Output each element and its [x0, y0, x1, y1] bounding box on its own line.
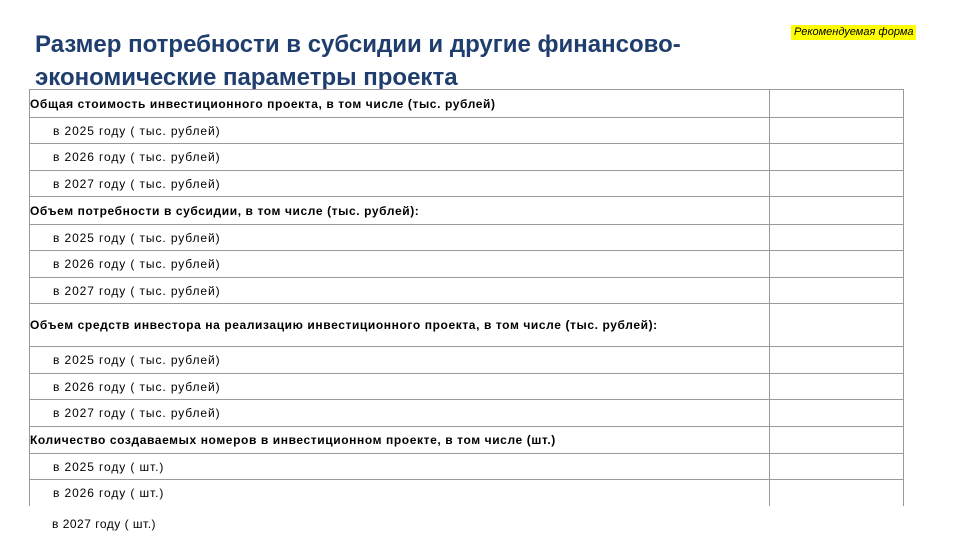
value-cell[interactable]	[770, 171, 904, 197]
table-row-total-cost	[30, 90, 904, 118]
value-cell[interactable]	[770, 278, 904, 304]
table-row	[30, 347, 904, 374]
page-title: Размер потребности в субсидии и другие финансово-экономические параметры проекта	[35, 31, 681, 91]
table-row	[30, 225, 904, 251]
value-cell[interactable]	[770, 144, 904, 171]
row-label: в 2026 году ( шт.)	[30, 480, 770, 506]
row-label: в 2026 году ( тыс. рублей)	[30, 144, 770, 171]
row-label: Количество создаваемых номеров в инвестиционном проекте, в том числе (шт.)	[30, 427, 770, 454]
row-label: в 2025 году ( тыс. рублей)	[30, 347, 770, 374]
table-row-subsidy-need	[30, 197, 904, 225]
row-label: в 2027 году ( тыс. рублей)	[30, 400, 770, 427]
row-label: Объем потребности в субсидии, в том числе (тыс. рублей):	[30, 197, 770, 225]
table-row	[30, 278, 904, 304]
value-cell[interactable]	[770, 304, 904, 347]
row-label: в 2025 году ( тыс. рублей)	[30, 118, 770, 144]
table-row	[30, 400, 904, 427]
table-row	[30, 251, 904, 278]
table-row	[30, 480, 904, 506]
row-label: Общая стоимость инвестиционного проекта, в том числе (тыс. рублей)	[30, 90, 770, 118]
table-row	[30, 454, 904, 480]
value-cell[interactable]	[770, 251, 904, 278]
row-label: в 2025 году ( шт.)	[30, 454, 770, 480]
table-row-rooms-count	[30, 427, 904, 454]
value-cell[interactable]	[770, 197, 904, 225]
row-label: в 2026 году ( тыс. рублей)	[30, 374, 770, 400]
value-cell[interactable]	[770, 400, 904, 427]
table-row-overflow-label: в 2027 году ( шт.)	[52, 517, 157, 531]
value-cell[interactable]	[770, 225, 904, 251]
table-row	[30, 144, 904, 171]
table-row	[30, 171, 904, 197]
recommended-form-badge: Рекомендуемая форма	[791, 25, 916, 40]
table-row-investor-funds	[30, 304, 904, 347]
row-label: в 2026 году ( тыс. рублей)	[30, 251, 770, 278]
row-label: Объем средств инвестора на реализацию инвестиционного проекта, в том числе (тыс. рублей):	[30, 304, 770, 347]
table-row	[30, 374, 904, 400]
table-row	[30, 118, 904, 144]
value-cell[interactable]	[770, 90, 904, 118]
value-cell[interactable]	[770, 374, 904, 400]
value-cell[interactable]	[770, 427, 904, 454]
value-cell[interactable]	[770, 480, 904, 506]
row-label: в 2027 году ( тыс. рублей)	[30, 171, 770, 197]
value-cell[interactable]	[770, 118, 904, 144]
parameters-table	[29, 89, 904, 506]
row-label: в 2025 году ( тыс. рублей)	[30, 225, 770, 251]
value-cell[interactable]	[770, 347, 904, 374]
row-label: в 2027 году ( тыс. рублей)	[30, 278, 770, 304]
value-cell[interactable]	[770, 454, 904, 480]
